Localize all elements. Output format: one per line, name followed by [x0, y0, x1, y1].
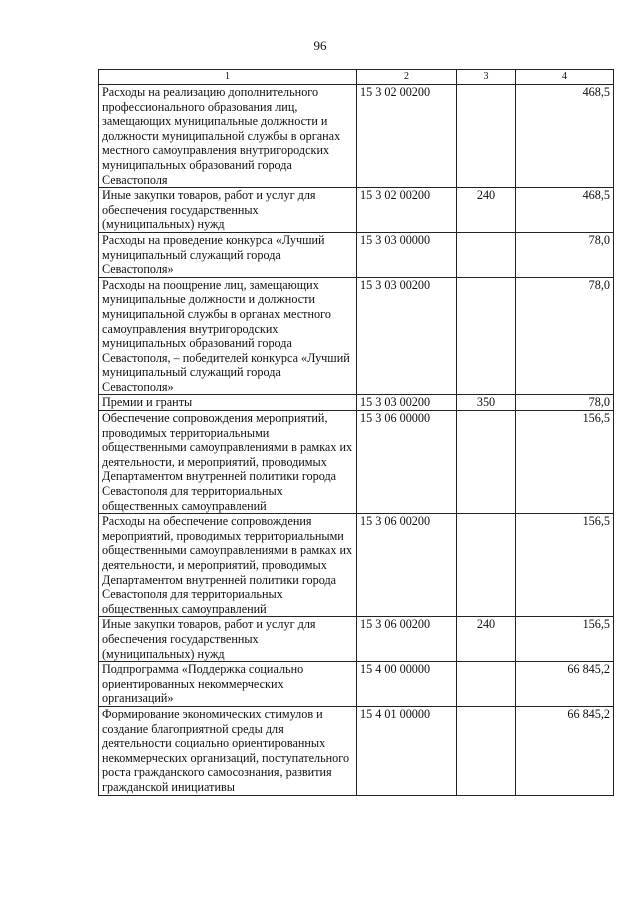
row-type-cell: [457, 277, 516, 395]
table-row: [99, 617, 614, 662]
table-row: [99, 188, 614, 233]
row-type-cell: [457, 662, 516, 707]
table-row: [99, 411, 614, 514]
row-name-cell: Иные закупки товаров, работ и услуг для обеспечения государственных (муниципальных) нужд: [99, 617, 357, 662]
row-type-cell: 240: [457, 188, 516, 233]
row-amount-cell: 78,0: [516, 395, 614, 411]
row-amount-cell: 468,5: [516, 85, 614, 188]
row-code-cell: 15 3 06 00200: [357, 514, 457, 617]
row-name-cell: Формирование экономических стимулов и создание благоприятной среды для деятельности социально ориентированных некоммерческих организаций, поступательного роста гражданского самосознания, развития гражданской инициативы: [99, 706, 357, 795]
row-code-cell: 15 3 06 00200: [357, 617, 457, 662]
row-name-cell: Подпрограмма «Поддержка социально ориентированных некоммерческих организаций»: [99, 662, 357, 707]
table-row: [99, 395, 614, 411]
row-code-cell: 15 3 06 00000: [357, 411, 457, 514]
row-amount-cell: 78,0: [516, 277, 614, 395]
row-name-cell: Иные закупки товаров, работ и услуг для обеспечения государственных (муниципальных) нужд: [99, 188, 357, 233]
row-type-cell: [457, 232, 516, 277]
header-col-2: 2: [357, 70, 457, 85]
row-code-cell: 15 3 03 00200: [357, 395, 457, 411]
row-name-cell: Обеспечение сопровождения мероприятий, проводимых территориальными общественными самоуправлениями в рамках их деятельности, и мероприятий, проводимых Департаментом внутренней политики города Севастополя для территориальных общественных самоуправлений: [99, 411, 357, 514]
header-col-4: 4: [516, 70, 614, 85]
budget-table: [98, 69, 614, 796]
row-amount-cell: 156,5: [516, 514, 614, 617]
row-code-cell: 15 3 02 00200: [357, 188, 457, 233]
table-row: [99, 85, 614, 188]
table-row: [99, 662, 614, 707]
row-name-cell: Расходы на поощрение лиц, замещающих муниципальные должности и должности муниципальной службы в органах местного самоуправления внутригородских муниципальных образований города Севастополя, – победителей конкурса «Лучший муниципальный служащий города Севастополя»: [99, 277, 357, 395]
table-row: [99, 277, 614, 395]
page-number: 96: [313, 38, 327, 53]
row-amount-cell: 468,5: [516, 188, 614, 233]
row-amount-cell: 156,5: [516, 411, 614, 514]
header-col-3: 3: [457, 70, 516, 85]
row-name-cell: Премии и гранты: [99, 395, 357, 411]
row-code-cell: 15 3 03 00000: [357, 232, 457, 277]
header-row: [99, 70, 614, 85]
row-name-cell: Расходы на проведение конкурса «Лучший муниципальный служащий города Севастополя»: [99, 232, 357, 277]
row-type-cell: [457, 706, 516, 795]
row-name-cell: Расходы на реализацию дополнительного профессионального образования лиц, замещающих муниципальные должности и должности муниципальной службы в органах местного самоуправления внутригородских муниципальных образований города Севастополя: [99, 85, 357, 188]
table-row: [99, 232, 614, 277]
row-amount-cell: 66 845,2: [516, 706, 614, 795]
row-code-cell: 15 3 03 00200: [357, 277, 457, 395]
header-col-1: 1: [99, 70, 357, 85]
row-amount-cell: 156,5: [516, 617, 614, 662]
row-type-cell: [457, 85, 516, 188]
row-amount-cell: 78,0: [516, 232, 614, 277]
row-type-cell: 350: [457, 395, 516, 411]
table-row: [99, 514, 614, 617]
table-row: [99, 706, 614, 795]
row-name-cell: Расходы на обеспечение сопровождения мероприятий, проводимых территориальными общественными самоуправлениями в рамках их деятельности, и мероприятий, проводимых Департаментом внутренней политики города Севастополя для территориальных общественных самоуправлений: [99, 514, 357, 617]
row-code-cell: 15 4 00 00000: [357, 662, 457, 707]
row-amount-cell: 66 845,2: [516, 662, 614, 707]
row-code-cell: 15 3 02 00200: [357, 85, 457, 188]
row-type-cell: [457, 411, 516, 514]
row-code-cell: 15 4 01 00000: [357, 706, 457, 795]
row-type-cell: 240: [457, 617, 516, 662]
row-type-cell: [457, 514, 516, 617]
